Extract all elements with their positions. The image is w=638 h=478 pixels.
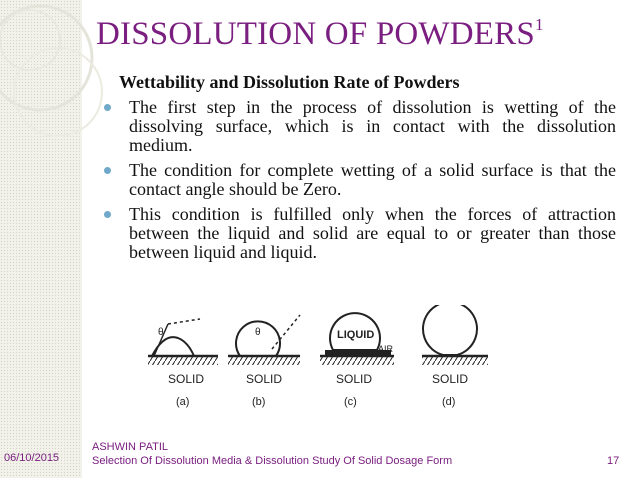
- bullet-item: [96, 161, 616, 199]
- panel-d: [422, 305, 488, 408]
- bullet-dot-icon: [104, 211, 111, 218]
- bullet-dot-icon: [104, 104, 111, 111]
- liquid-label-c: LIQUID: [337, 329, 375, 341]
- solid-label-d: SOLID: [432, 372, 469, 386]
- panel-b: [228, 315, 300, 408]
- slide-title-text: DISSOLUTION OF POWDERS: [96, 16, 535, 52]
- footer-page-number: 17: [607, 455, 620, 467]
- contact-angle-figure: [140, 305, 500, 425]
- bullet-item: [96, 205, 616, 262]
- bullet-dot-icon: [104, 167, 111, 174]
- bullet-item: [96, 98, 616, 155]
- slide-title: [96, 16, 544, 53]
- angle-label-a: θ: [158, 327, 164, 338]
- air-label-c: AIR: [378, 344, 394, 354]
- solid-label-b: SOLID: [246, 372, 283, 386]
- slide-title-superscript: 1: [534, 15, 544, 34]
- bullet-text: The condition for complete wetting of a solid surface is that the contact angle should be Zero.: [129, 160, 616, 199]
- bullet-text: This condition is fulfilled only when the forces of attraction between the liquid and solid are equal to or greater than those between liquid and liquid.: [129, 204, 616, 262]
- bullet-text: The first step in the process of dissolution is wetting of the dissolving surface, which is in contact with the dissolution medium.: [129, 97, 616, 155]
- caption-c: (c): [344, 396, 357, 408]
- caption-b: (b): [252, 396, 266, 408]
- footer-author: ASHWIN PATIL: [92, 441, 168, 453]
- slide-subtitle: Wettability and Dissolution Rate of Powders: [119, 72, 460, 92]
- caption-a: (a): [176, 396, 190, 408]
- caption-d: (d): [442, 396, 456, 408]
- bullet-list: [96, 98, 616, 268]
- solid-label-c: SOLID: [336, 372, 373, 386]
- footer-course-title: Selection Of Dissolution Media & Dissolution Study Of Solid Dosage Form: [92, 455, 453, 467]
- angle-label-b: θ: [255, 327, 261, 338]
- panel-a: [148, 319, 218, 408]
- solid-label-a: SOLID: [168, 372, 205, 386]
- panel-c: [320, 313, 394, 408]
- footer-date: 06/10/2015: [4, 452, 60, 464]
